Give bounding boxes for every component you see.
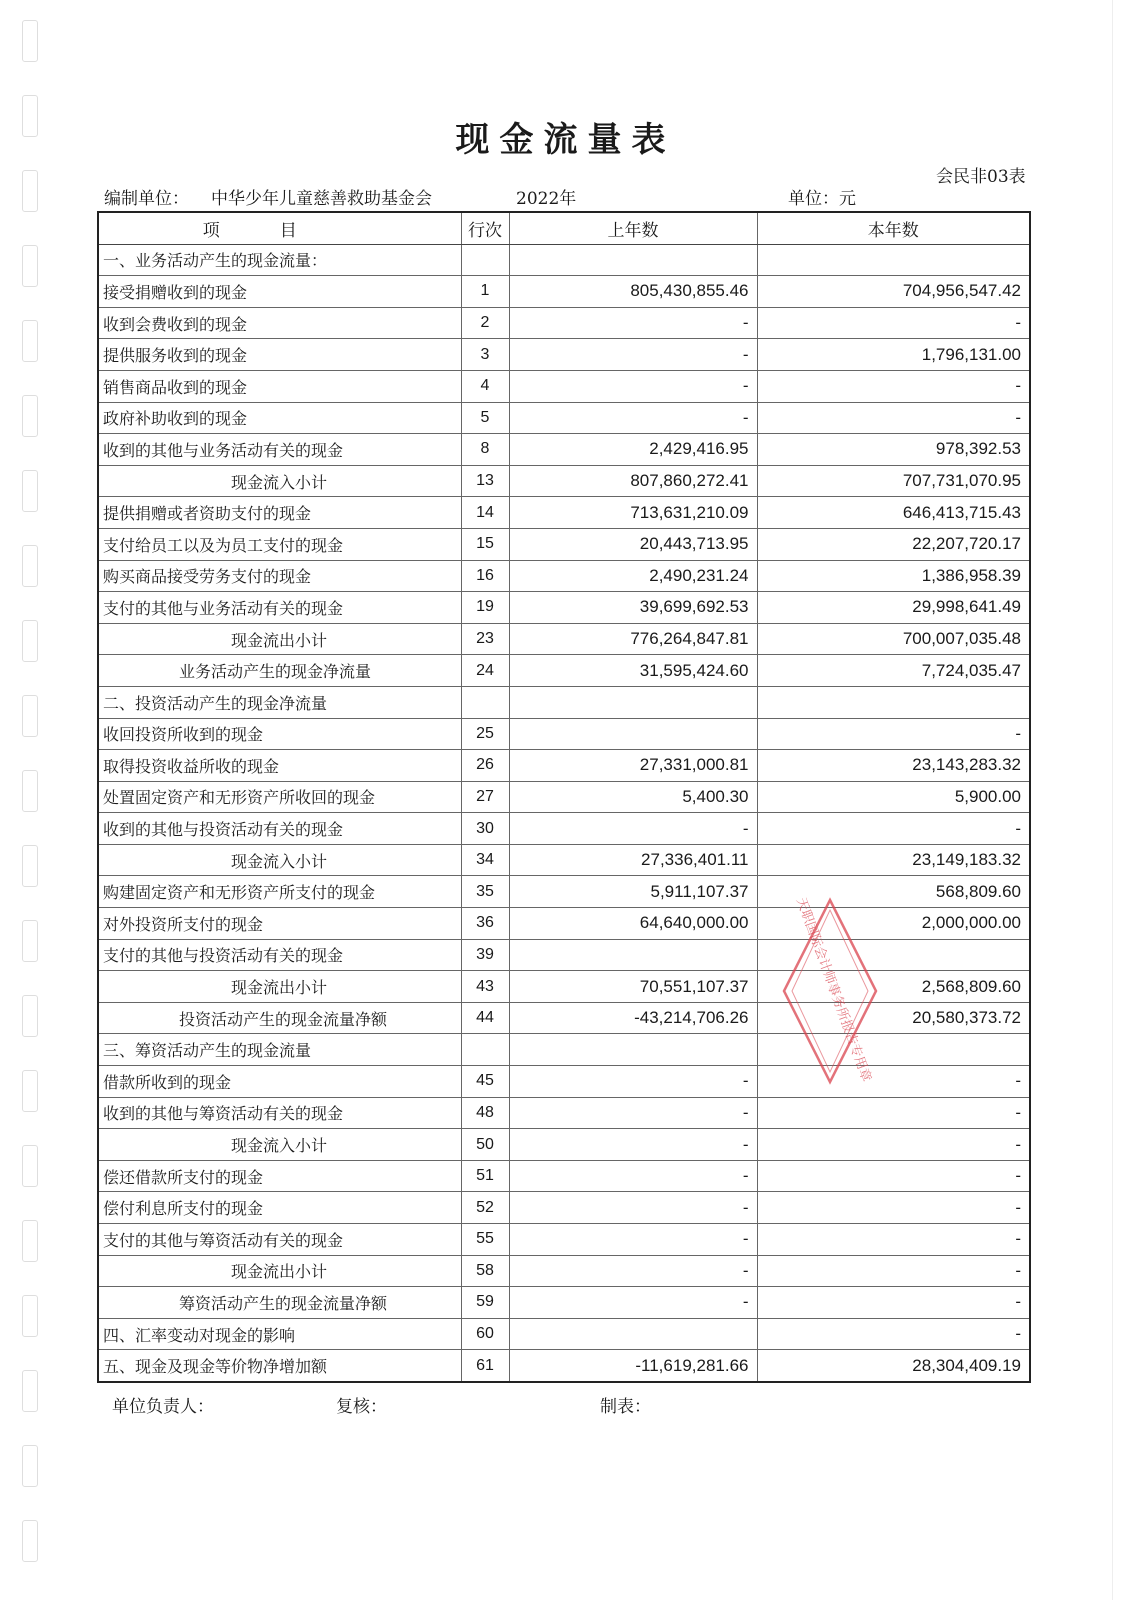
row-item: 对外投资所支付的现金 — [98, 908, 461, 940]
binder-hole — [22, 1220, 38, 1262]
table-row — [98, 276, 1030, 308]
row-current: - — [757, 718, 1030, 750]
table-row — [98, 244, 1030, 276]
row-prior: 805,430,855.46 — [509, 276, 757, 308]
binder-hole — [22, 1520, 38, 1562]
row-current: 22,207,720.17 — [757, 528, 1030, 560]
row-prior: 2,490,231.24 — [509, 560, 757, 592]
row-current: - — [757, 307, 1030, 339]
row-prior: 64,640,000.00 — [509, 908, 757, 940]
row-item: 投资活动产生的现金流量净额 — [98, 1002, 461, 1034]
footer-review: 复核： — [336, 1397, 387, 1417]
row-current: - — [757, 1287, 1030, 1319]
row-prior: - — [509, 1255, 757, 1287]
header-current: 本年数 — [757, 212, 1030, 244]
row-current: - — [757, 1255, 1030, 1287]
row-item: 收到的其他与筹资活动有关的现金 — [98, 1097, 461, 1129]
row-line: 16 — [461, 560, 509, 592]
row-item: 支付的其他与业务活动有关的现金 — [98, 592, 461, 624]
row-item: 收到的其他与业务活动有关的现金 — [98, 434, 461, 466]
cash-flow-table — [97, 211, 1031, 1383]
table-header-row — [98, 212, 1030, 244]
row-prior: - — [509, 307, 757, 339]
row-prior: - — [509, 1066, 757, 1098]
binder-hole — [22, 470, 38, 512]
row-prior: 5,911,107.37 — [509, 876, 757, 908]
row-item: 偿付利息所支付的现金 — [98, 1192, 461, 1224]
row-prior: -11,619,281.66 — [509, 1350, 757, 1382]
row-item: 支付的其他与投资活动有关的现金 — [98, 939, 461, 971]
row-item: 现金流入小计 — [98, 1129, 461, 1161]
row-line: 19 — [461, 592, 509, 624]
row-current: - — [757, 1129, 1030, 1161]
row-item: 五、现金及现金等价物净增加额 — [98, 1350, 461, 1382]
row-current: 707,731,070.95 — [757, 465, 1030, 497]
binder-hole — [22, 1070, 38, 1112]
table-row — [98, 307, 1030, 339]
table-row — [98, 592, 1030, 624]
row-line: 36 — [461, 908, 509, 940]
row-item: 现金流出小计 — [98, 623, 461, 655]
row-item: 提供捐赠或者资助支付的现金 — [98, 497, 461, 529]
row-current: 5,900.00 — [757, 781, 1030, 813]
row-line: 13 — [461, 465, 509, 497]
row-item: 支付的其他与筹资活动有关的现金 — [98, 1224, 461, 1256]
header-item: 项目 — [98, 212, 461, 244]
row-item: 收到的其他与投资活动有关的现金 — [98, 813, 461, 845]
row-current: - — [757, 1097, 1030, 1129]
row-line: 50 — [461, 1129, 509, 1161]
unit-info — [788, 184, 856, 209]
row-item: 购建固定资产和无形资产所支付的现金 — [98, 876, 461, 908]
row-line: 58 — [461, 1255, 509, 1287]
binder-hole — [22, 695, 38, 737]
table-row — [98, 908, 1030, 940]
row-current: 2,568,809.60 — [757, 971, 1030, 1003]
table-row — [98, 1255, 1030, 1287]
row-item: 筹资活动产生的现金流量净额 — [98, 1287, 461, 1319]
row-current: 23,143,283.32 — [757, 750, 1030, 782]
row-current: 568,809.60 — [757, 876, 1030, 908]
table-row — [98, 465, 1030, 497]
org-label: 编制单位： — [104, 189, 189, 209]
row-prior — [509, 686, 757, 718]
binder-hole — [22, 395, 38, 437]
row-prior: - — [509, 1192, 757, 1224]
row-current: - — [757, 1192, 1030, 1224]
row-item: 现金流出小计 — [98, 1255, 461, 1287]
row-item: 支付给员工以及为员工支付的现金 — [98, 528, 461, 560]
row-current — [757, 686, 1030, 718]
header-prior: 上年数 — [509, 212, 757, 244]
row-line: 23 — [461, 623, 509, 655]
row-prior: 27,331,000.81 — [509, 750, 757, 782]
row-line: 24 — [461, 655, 509, 687]
table-row — [98, 1287, 1030, 1319]
binder-hole — [22, 1295, 38, 1337]
row-line: 43 — [461, 971, 509, 1003]
row-item: 收到会费收到的现金 — [98, 307, 461, 339]
row-prior: 713,631,210.09 — [509, 497, 757, 529]
row-line: 25 — [461, 718, 509, 750]
row-prior: 39,699,692.53 — [509, 592, 757, 624]
row-prior: - — [509, 402, 757, 434]
row-line — [461, 686, 509, 718]
table-body — [98, 244, 1030, 1382]
row-line: 34 — [461, 844, 509, 876]
row-item: 销售商品收到的现金 — [98, 370, 461, 402]
table-row — [98, 781, 1030, 813]
row-item: 业务活动产生的现金净流量 — [98, 655, 461, 687]
table-row — [98, 718, 1030, 750]
unit-value: 元 — [839, 189, 856, 209]
row-item: 偿还借款所支付的现金 — [98, 1160, 461, 1192]
report-title: 现金流量表 — [455, 120, 676, 160]
form-number: 会民非03表 — [936, 167, 1026, 187]
row-item: 接受捐赠收到的现金 — [98, 276, 461, 308]
table-row — [98, 528, 1030, 560]
table-row — [98, 339, 1030, 371]
binder-hole — [22, 1445, 38, 1487]
row-current: 704,956,547.42 — [757, 276, 1030, 308]
row-prior: 70,551,107.37 — [509, 971, 757, 1003]
row-current: - — [757, 1318, 1030, 1350]
table-row — [98, 1129, 1030, 1161]
table-row — [98, 1350, 1030, 1382]
row-line: 14 — [461, 497, 509, 529]
row-prior: 27,336,401.11 — [509, 844, 757, 876]
row-item: 取得投资收益所收的现金 — [98, 750, 461, 782]
header-line: 行次 — [461, 212, 509, 244]
row-line: 5 — [461, 402, 509, 434]
binder-hole — [22, 995, 38, 1037]
row-line: 55 — [461, 1224, 509, 1256]
svg-text:天职国际会计师事务所报告专用章: 天职国际会计师事务所报告专用章 — [792, 896, 874, 1084]
row-current: 23,149,183.32 — [757, 844, 1030, 876]
row-line: 1 — [461, 276, 509, 308]
table-row — [98, 1002, 1030, 1034]
row-line — [461, 244, 509, 276]
binder-holes — [20, 0, 44, 1600]
row-prior — [509, 1318, 757, 1350]
org-info — [104, 184, 432, 209]
table-row — [98, 939, 1030, 971]
row-line: 2 — [461, 307, 509, 339]
row-line: 59 — [461, 1287, 509, 1319]
row-item: 四、汇率变动对现金的影响 — [98, 1318, 461, 1350]
row-prior — [509, 718, 757, 750]
row-prior — [509, 939, 757, 971]
binder-hole — [22, 20, 38, 62]
table-row — [98, 1097, 1030, 1129]
row-current: - — [757, 1160, 1030, 1192]
row-item: 三、筹资活动产生的现金流量 — [98, 1034, 461, 1066]
table-row — [98, 971, 1030, 1003]
row-line: 4 — [461, 370, 509, 402]
binder-hole — [22, 545, 38, 587]
binder-hole — [22, 320, 38, 362]
row-current: - — [757, 402, 1030, 434]
row-item: 提供服务收到的现金 — [98, 339, 461, 371]
row-prior: 20,443,713.95 — [509, 528, 757, 560]
row-current — [757, 939, 1030, 971]
row-line: 27 — [461, 781, 509, 813]
table-row — [98, 370, 1030, 402]
table-row — [98, 813, 1030, 845]
binder-hole — [22, 1145, 38, 1187]
row-item: 购买商品接受劳务支付的现金 — [98, 560, 461, 592]
row-current: 646,413,715.43 — [757, 497, 1030, 529]
binder-hole — [22, 620, 38, 662]
table-row — [98, 1192, 1030, 1224]
row-line: 35 — [461, 876, 509, 908]
row-current: - — [757, 370, 1030, 402]
row-prior: - — [509, 1129, 757, 1161]
row-item: 借款所收到的现金 — [98, 1066, 461, 1098]
binder-hole — [22, 920, 38, 962]
table-row — [98, 497, 1030, 529]
row-prior: - — [509, 339, 757, 371]
row-prior: - — [509, 1224, 757, 1256]
row-current: 20,580,373.72 — [757, 1002, 1030, 1034]
row-current: 1,796,131.00 — [757, 339, 1030, 371]
row-prior: 776,264,847.81 — [509, 623, 757, 655]
row-item: 现金流出小计 — [98, 971, 461, 1003]
row-item: 一、业务活动产生的现金流量： — [98, 244, 461, 276]
table-row — [98, 750, 1030, 782]
table-row — [98, 434, 1030, 466]
binder-hole — [22, 1370, 38, 1412]
table-row — [98, 1318, 1030, 1350]
table-row — [98, 1034, 1030, 1066]
row-prior: 2,429,416.95 — [509, 434, 757, 466]
row-item: 现金流入小计 — [98, 844, 461, 876]
row-item: 处置固定资产和无形资产所收回的现金 — [98, 781, 461, 813]
row-item: 政府补助收到的现金 — [98, 402, 461, 434]
row-item: 收回投资所收到的现金 — [98, 718, 461, 750]
report-year: 2022年 — [516, 189, 577, 209]
row-prior — [509, 1034, 757, 1066]
table-row — [98, 844, 1030, 876]
row-prior: 31,595,424.60 — [509, 655, 757, 687]
row-current — [757, 244, 1030, 276]
row-current: 29,998,641.49 — [757, 592, 1030, 624]
footer-head: 单位负责人： — [112, 1397, 214, 1417]
row-prior: - — [509, 1160, 757, 1192]
row-line: 30 — [461, 813, 509, 845]
row-current: 978,392.53 — [757, 434, 1030, 466]
table-row — [98, 623, 1030, 655]
row-current: 28,304,409.19 — [757, 1350, 1030, 1382]
row-current: 7,724,035.47 — [757, 655, 1030, 687]
binder-hole — [22, 845, 38, 887]
row-line: 8 — [461, 434, 509, 466]
page-edge — [1112, 0, 1113, 1600]
row-line: 15 — [461, 528, 509, 560]
row-line: 51 — [461, 1160, 509, 1192]
row-line: 3 — [461, 339, 509, 371]
row-prior: - — [509, 1287, 757, 1319]
row-prior — [509, 244, 757, 276]
row-line — [461, 1034, 509, 1066]
row-line: 60 — [461, 1318, 509, 1350]
row-prior: - — [509, 813, 757, 845]
footer-prepared: 制表： — [600, 1397, 651, 1417]
row-current: 2,000,000.00 — [757, 908, 1030, 940]
row-prior: - — [509, 1097, 757, 1129]
row-line: 48 — [461, 1097, 509, 1129]
binder-hole — [22, 170, 38, 212]
row-line: 45 — [461, 1066, 509, 1098]
row-line: 61 — [461, 1350, 509, 1382]
row-line: 39 — [461, 939, 509, 971]
binder-hole — [22, 245, 38, 287]
table-row — [98, 686, 1030, 718]
table-row — [98, 876, 1030, 908]
row-line: 44 — [461, 1002, 509, 1034]
row-current: 1,386,958.39 — [757, 560, 1030, 592]
row-current: - — [757, 1224, 1030, 1256]
row-current: - — [757, 813, 1030, 845]
table-row — [98, 655, 1030, 687]
row-line: 26 — [461, 750, 509, 782]
table-row — [98, 1066, 1030, 1098]
row-item: 现金流入小计 — [98, 465, 461, 497]
table-row — [98, 402, 1030, 434]
row-prior: 807,860,272.41 — [509, 465, 757, 497]
row-prior: 5,400.30 — [509, 781, 757, 813]
org-name: 中华少年儿童慈善救助基金会 — [211, 189, 432, 209]
row-current: 700,007,035.48 — [757, 623, 1030, 655]
table-row — [98, 1224, 1030, 1256]
table-row — [98, 560, 1030, 592]
unit-label: 单位： — [788, 189, 839, 209]
row-prior: -43,214,706.26 — [509, 1002, 757, 1034]
row-item: 二、投资活动产生的现金净流量 — [98, 686, 461, 718]
row-current — [757, 1034, 1030, 1066]
row-prior: - — [509, 370, 757, 402]
binder-hole — [22, 770, 38, 812]
table-row — [98, 1160, 1030, 1192]
row-line: 52 — [461, 1192, 509, 1224]
row-current: - — [757, 1066, 1030, 1098]
